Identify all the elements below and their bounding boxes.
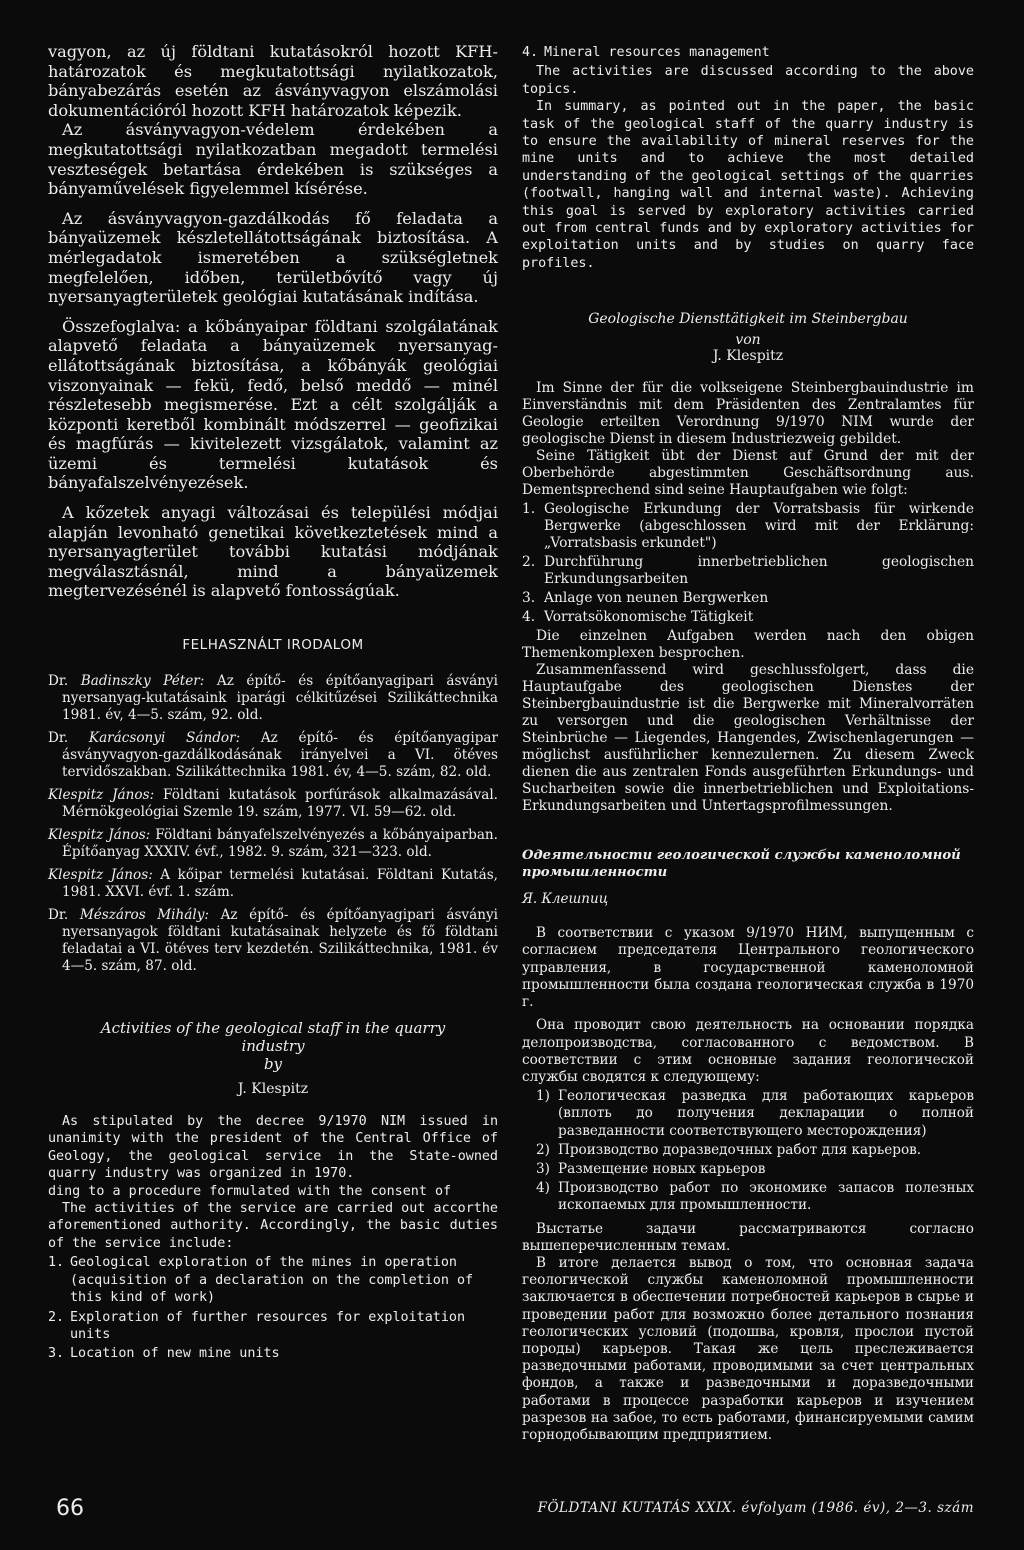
en-paragraph-3: The activities of the service are carried out accorthe aforementioned authority. Accordingly, the basic duties of the service include: xyxy=(48,1201,498,1251)
list-item: 4. Vorratsökonomische Tätigkeit xyxy=(522,609,754,626)
list-item: 3. Location of new mine units xyxy=(48,1346,280,1362)
list-item: 2) Производство доразведочных работ для карьеров. xyxy=(536,1141,922,1158)
literature-heading: FELHASZNÁLT IRODALOM xyxy=(182,637,364,654)
hu-paragraph-2: Az ásványvagyon-védelem érdekében a megkutatottsági nyilatkozatban megadott termelési veszteségek betartása érdekében is szükséges a bányaművelések figyelemmel kísérése. xyxy=(48,120,498,199)
page-number: 66 xyxy=(56,1496,84,1521)
ru-paragraph-2: Она проводит свою деятельность на основании порядка делопроизводства, согласованного с ведомством. В соответствии с этим основные задания геологической службы сводятся к следующему: xyxy=(522,1017,974,1085)
german-abstract-title: Geologische Diensttätigkeit im Steinbergbau xyxy=(588,311,908,328)
en-paragraph-5: In summary, as pointed out in the paper, the basic task of the geological staff of the quarry industry is to ensure the availability of mineral reserves for the mine units and to achieve the most detailed understanding of the geological settings of the quarries (footwall, hanging wall and internal waste). Achieving this goal is served by exploratory activities carried out from central funds and by exploratory activities for exploitation units and by studies on quarry face profiles. xyxy=(522,99,974,271)
journal-footer: FÖLDTANI KUTATÁS XXIX. évfolyam (1986. év), 2—3. szám xyxy=(537,1500,974,1516)
russian-abstract-body xyxy=(522,925,974,1444)
hungarian-body xyxy=(48,42,498,601)
en-paragraph-4: The activities are discussed according to the above topics. xyxy=(522,64,974,97)
list-item: 1. Geologische Erkundung der Vorratsbasis für wirkende Bergwerke (abgeschlossen wird mit der Erklärung: „Vorratsbasis erkundet") xyxy=(522,501,974,552)
reference-item: Dr. Mészáros Mihály: Az építő- és építőanyagipari ásványi nyersanyagok földtani kutatásainak helyzete és fő földtani feladatai a VI. ötéves terv kezdetén. Szilikáttechnika, 1981. év 4—5. szám, 87. old. xyxy=(48,907,498,975)
hu-paragraph-1: vagyon, az új földtani kutatásokról hozott KFH-határozatok és megkutatottsági nyilatkozatok, bányabezárás esetén az ásványvagyon elszámolási dokumentációról hozott KFH határozatok képezik. xyxy=(48,42,498,120)
english-abstract-continued xyxy=(522,44,974,272)
english-abstract-title: Activities of the geological staff in the quarry industry by xyxy=(100,1019,446,1074)
list-item: 2. Exploration of further resources for exploitation units xyxy=(48,1309,466,1342)
german-abstract-author: von J. Klespitz xyxy=(712,332,784,365)
ru-paragraph-4: В итоге делается вывод о том, что основная задача геологической службы каменоломной промышленности заключается в обеспечении потребностей карьеров в сырье и проведении работ для возможно более детального познания геологических условий (подошва, кровля, прослои пустой породы) карьеров. Такая же цель преслеживается разведочными работами, проводимыми за счет центральных фондов, а также и разведочными и доразведочными работами в процессе разработки карьеров и изучением разрезов на забое, то есть работами, финансируемыми самим горнодобывающим предприятием. xyxy=(522,1254,974,1443)
russian-abstract-title: Одеятельности геологической службы каменоломной промышленности xyxy=(522,848,961,881)
ru-paragraph-1: В соответствии с указом 9/1970 НИМ, выпущенным с согласием председателя Центрального геологического управления, в государственной каменоломной промышленности была создана геологическая служба в 1970 г. xyxy=(522,925,974,1011)
hu-paragraph-5: A kőzetek anyagi változásai és települési módjai alapján levonható genetikai következtetések mind a nyersanyagterület további kutatási módjának megválasztásnál, mind a bányaüzemek megtervezésénél is alapvető fontosságúak. xyxy=(48,503,498,601)
list-item: 1. Geological exploration of the mines in operation (acquisition of a declaration on the completion of this kind of work) xyxy=(48,1255,474,1306)
list-item: 2. Durchführung innerbetrieblichen geologischen Erkundungsarbeiten xyxy=(522,554,974,588)
de-paragraph-3: Die einzelnen Aufgaben werden nach den obigen Themenkomplexen besprochen. xyxy=(522,628,974,662)
list-item: 3. Anlage von neunen Bergwerken xyxy=(522,590,769,607)
left-column xyxy=(48,42,498,1365)
de-paragraph-4: Zusammenfassend wird geschlussfolgert, dass die Hauptaufgabe des geologischen Dienstes der Steinbergbauindustrie ist die Bergwerke mit Mineralvorräten zu versorgen und die geologischen Verhältnisse der Steinbrüche — Liegendes, Hangendes, Zwischenlagerungen — möglichst ausführlicher kennezulernen. Zu diesem Zweck dienen die aus zentralen Fonds ausgeführten Erkundungs- und Sucharbeiten sowie die innerbetrieblichen und Exploitations-Erkundungsarbeiten und Untertagsprofilmessungen. xyxy=(522,662,974,815)
de-paragraph-1: Im Sinne der für die volkseigene Steinbergbauindustrie im Einverständnis mit dem Präsidenten des Zentralamtes für Geologie erteilten Verordnung 9/1970 NIM wurde der geologische Dienst in diesem Industriezweig gebildet. xyxy=(522,380,974,448)
ru-paragraph-3: Выстатье задачи рассматриваются согласно вышеперечисленным темам. xyxy=(522,1220,974,1254)
list-item: 1) Геологическая разведка для работающих карьеров (вплоть до получения декларации о полной разведанности соответствующего месторождения) xyxy=(536,1088,974,1139)
hu-paragraph-4: Összefoglalva: a kőbányaipar földtani szolgálatának alapvető feladata a bányaüzemek nyersanyag-ellátottságának biztosítása, a kőbányák geológiai viszonyainak — fekü, fedő, belső meddő — minél részletesebb megismerése. Ezt a célt szolgálják a központi keretből kombinált módszerrel — geofizikai és magfúrás — kivitelezett vizsgálatok, valamint az üzemi és termelési kutatások és bányafalszelvényezések. xyxy=(48,316,498,493)
english-abstract-author: J. Klespitz xyxy=(237,1081,309,1098)
list-item: 4) Производство работ по экономике запасов полезных ископаемых для промышленности. xyxy=(536,1180,974,1214)
reference-item: Klespitz János: Földtani kutatások porfúrások alkalmazásával. Mérnökgeológiai Szemle 19. szám, 1977. VI. 59—62. old. xyxy=(48,787,498,821)
en-paragraph-1: As stipulated by the decree 9/1970 NIM issued in unanimity with the president of the Central Office of Geology, the geological service in the State-owned quarry industry was organized in 1970. xyxy=(48,1114,498,1182)
english-abstract-body xyxy=(48,1113,498,1363)
russian-abstract-author: Я. Клешпиц xyxy=(522,891,609,908)
en-paragraph-2: ding to a procedure formulated with the consent of xyxy=(48,1183,452,1199)
list-item: 4. Mineral resources management xyxy=(522,45,770,60)
hu-paragraph-3: Az ásványvagyon-gazdálkodás fő feladata a bányaüzemek készletellátottságának biztosítása. A mérlegadatok ismeretében a szükségletnek megfelelően, időben, területbővítő vagy új nyersanyagterületek geológiai kutatásának indítása. xyxy=(48,208,498,307)
de-paragraph-2: Seine Tätigkeit übt der Dienst auf Grund der mit der Oberbehörde abgestimmten Geschäftsordnung aus. Dementsprechend sind seine Hauptaufgaben wie folgt: xyxy=(522,448,974,499)
german-abstract-body xyxy=(522,380,974,815)
right-column xyxy=(522,42,974,1444)
reference-item: Dr. Karácsonyi Sándor: Az építő- és építőanyagipar ásványvagyon-gazdálkodásának irányelvei a VI. ötéves tervidőszakban. Szilikáttechnika 1981. év, 4—5. szám, 82. old. xyxy=(48,730,498,781)
list-item: 3) Размещение новых карьеров xyxy=(536,1160,766,1177)
reference-item: Klespitz János: A kőipar termelési kutatásai. Földtani Kutatás, 1981. XXVI. évf. 1. szám. xyxy=(48,867,498,901)
reference-list xyxy=(48,673,498,975)
reference-item: Klespitz János: Földtani bányafelszelvényezés a kőbányaiparban. Építőanyag XXXIV. évf., 1982. 9. szám, 321—323. old. xyxy=(48,827,498,861)
reference-item: Dr. Badinszky Péter: Az építő- és építőanyagipari ásványi nyersanyag-kutatásaink iparági célkitűzései Szilikáttechnika 1981. év, 4—5. szám, 92. old. xyxy=(48,673,498,724)
